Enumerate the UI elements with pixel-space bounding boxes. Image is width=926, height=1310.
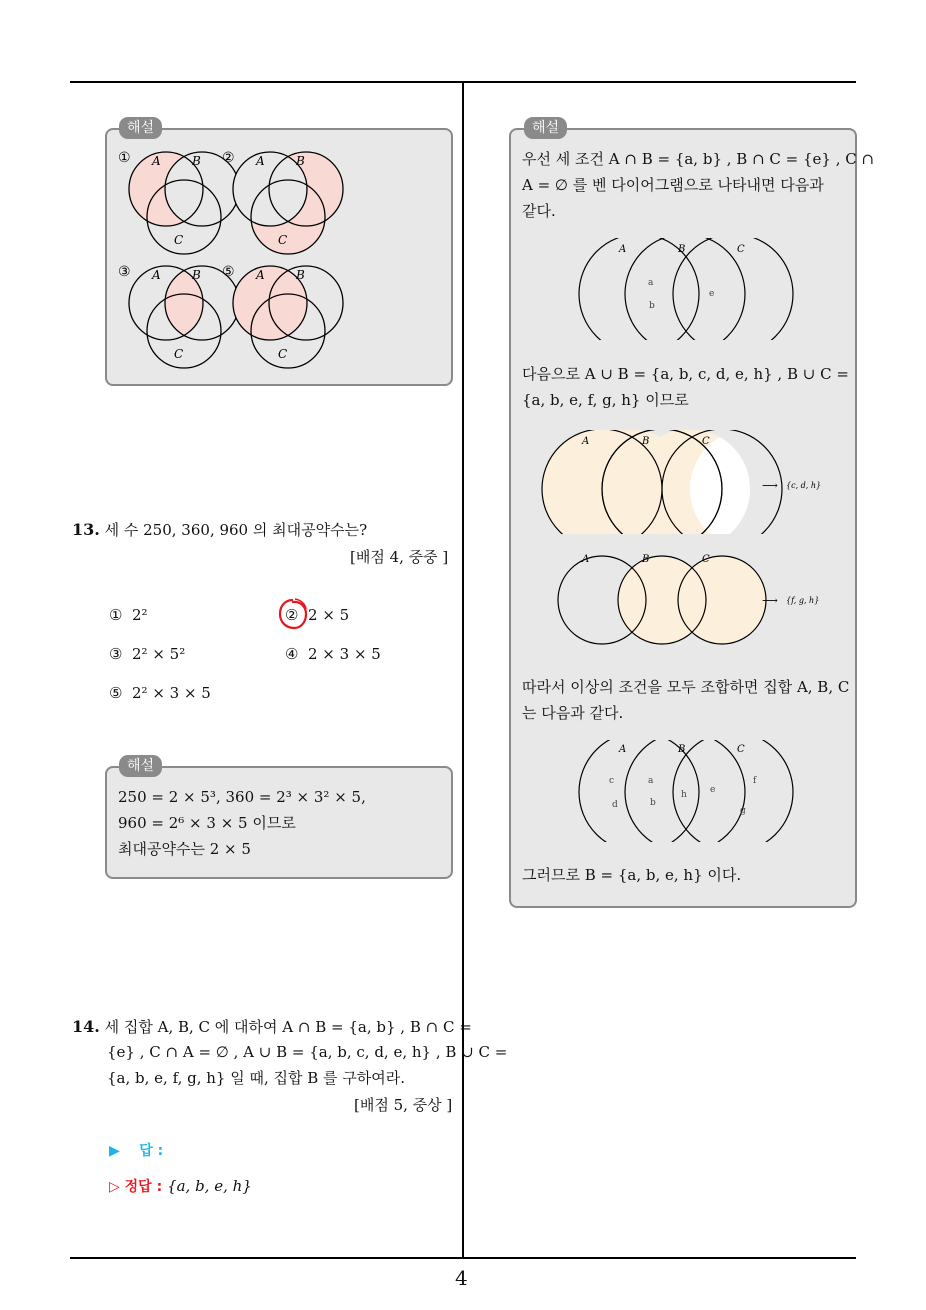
- svg-text:A: A: [256, 268, 265, 282]
- svg-text:f: f: [753, 776, 757, 786]
- svg-text:A: A: [619, 244, 627, 255]
- explanation-tag: 해설: [119, 755, 162, 777]
- choice-2[interactable]: ② 2 × 5: [285, 606, 349, 624]
- svg-text:B: B: [296, 268, 305, 282]
- svg-text:B: B: [192, 154, 201, 168]
- question-13-meta: [배점 4, 중중 ]: [350, 548, 449, 566]
- svg-text:C: C: [737, 744, 745, 755]
- question-13: [72, 516, 367, 544]
- svg-text:B: B: [296, 154, 305, 168]
- selected-mark: [277, 597, 309, 631]
- answer-row: [109, 1140, 163, 1160]
- correct-value: {a, b, e, h}: [167, 1177, 252, 1195]
- para-line: 그러므로 B = {a, b, e, h} 이다.: [522, 866, 742, 884]
- para-line: A = ∅ 를 벤 다이어그램으로 나타내면 다음과: [522, 176, 824, 194]
- venn-diagram-3: [118, 264, 239, 368]
- svg-text:d: d: [612, 800, 618, 810]
- svg-text:⟶: ⟶: [762, 479, 778, 492]
- para-line: 다음으로 A ∪ B = {a, b, c, d, e, h} , B ∪ C =: [522, 365, 849, 383]
- svg-text:A: A: [619, 744, 627, 755]
- svg-text:e: e: [710, 785, 716, 795]
- page-number: 4: [455, 1266, 468, 1290]
- svg-text:b: b: [650, 798, 656, 808]
- choice-3[interactable]: ③ 2² × 5²: [109, 645, 186, 663]
- svg-text:a: a: [648, 776, 654, 786]
- svg-text:⟶: ⟶: [762, 594, 778, 607]
- explanation-line: 최대공약수는 2 × 5: [118, 840, 251, 858]
- correct-label: 정답 :: [124, 1179, 163, 1195]
- para-line: {a, b, e, f, g, h} 이므로: [522, 391, 689, 409]
- svg-text:b: b: [649, 301, 655, 311]
- choice-1[interactable]: ① 2²: [109, 606, 148, 624]
- svg-text:C: C: [174, 233, 184, 247]
- svg-text:A: A: [152, 154, 161, 168]
- svg-text:③: ③: [118, 264, 131, 280]
- venn-intersections: [575, 238, 795, 340]
- svg-text:B: B: [642, 436, 650, 447]
- question-number: 13.: [72, 520, 100, 539]
- svg-text:A: A: [256, 154, 265, 168]
- explanation-line: 250 = 2 × 5³, 360 = 2³ × 3² × 5,: [118, 788, 366, 806]
- correct-answer-row: [109, 1176, 252, 1196]
- svg-text:C: C: [702, 436, 710, 447]
- question-line: {e} , C ∩ A = ∅ , A ∪ B = {a, b, c, d, e, h} , B ∪ C =: [107, 1043, 508, 1061]
- play-icon: ▶: [109, 1143, 120, 1159]
- svg-text:C: C: [702, 554, 710, 565]
- question-line: {a, b, e, f, g, h} 일 때, 집합 B 를 구하여라.: [107, 1069, 406, 1087]
- choice-4[interactable]: ④ 2 × 3 × 5: [285, 645, 381, 663]
- play-outline-icon: ▷: [109, 1179, 120, 1195]
- venn-diagram-2: [222, 150, 343, 254]
- explanation-tag: 해설: [524, 117, 567, 139]
- svg-text:B: B: [192, 268, 201, 282]
- svg-text:C: C: [278, 233, 288, 247]
- column-divider: [462, 82, 464, 1259]
- question-14: [72, 1013, 472, 1041]
- svg-text:C: C: [174, 347, 184, 361]
- bottom-rule: [70, 1257, 856, 1259]
- svg-text:h: h: [681, 790, 687, 800]
- svg-text:⑤: ⑤: [222, 264, 235, 280]
- answer-label: 답 :: [139, 1143, 164, 1159]
- question-line: 세 집합 A, B, C 에 대하여 A ∩ B = {a, b} , B ∩ C =: [104, 1018, 472, 1036]
- svg-text:c: c: [609, 776, 615, 786]
- para-line: 같다.: [522, 202, 556, 220]
- question-text: 세 수 250, 360, 960 의 최대공약수는?: [104, 521, 368, 539]
- svg-text:A: A: [582, 436, 590, 447]
- svg-text:{f, g, h}: {f, g, h}: [786, 596, 820, 605]
- question-number: 14.: [72, 1017, 100, 1036]
- diagram-num-1: ①: [118, 150, 131, 166]
- choice-5[interactable]: ⑤ 2² × 3 × 5: [109, 684, 211, 702]
- venn-diagram-5: [222, 264, 343, 368]
- explanation-line: 960 = 2⁶ × 3 × 5 이므로: [118, 814, 296, 832]
- svg-text:a: a: [648, 278, 654, 288]
- svg-text:C: C: [278, 347, 288, 361]
- svg-text:C: C: [737, 244, 745, 255]
- venn-final: [575, 740, 795, 842]
- para-line: 우선 세 조건 A ∩ B = {a, b} , B ∩ C = {e} , C ∩: [522, 150, 875, 168]
- svg-text:A: A: [152, 268, 161, 282]
- svg-text:{c, d, h}: {c, d, h}: [786, 481, 822, 490]
- para-line: 는 다음과 같다.: [522, 704, 624, 722]
- venn-union-ab: [540, 430, 840, 534]
- venn-options-figure: [108, 140, 448, 380]
- explanation-tag: 해설: [119, 117, 162, 139]
- svg-text:B: B: [678, 744, 686, 755]
- svg-text:B: B: [678, 244, 686, 255]
- para-line: 따라서 이상의 조건을 모두 조합하면 집합 A, B, C: [522, 678, 850, 696]
- svg-text:g: g: [740, 806, 746, 816]
- question-14-meta: [배점 5, 중상 ]: [354, 1096, 453, 1114]
- svg-text:e: e: [709, 289, 715, 299]
- svg-text:B: B: [642, 554, 650, 565]
- svg-text:②: ②: [222, 150, 235, 166]
- venn-union-bc: [540, 548, 840, 652]
- svg-text:A: A: [582, 554, 590, 565]
